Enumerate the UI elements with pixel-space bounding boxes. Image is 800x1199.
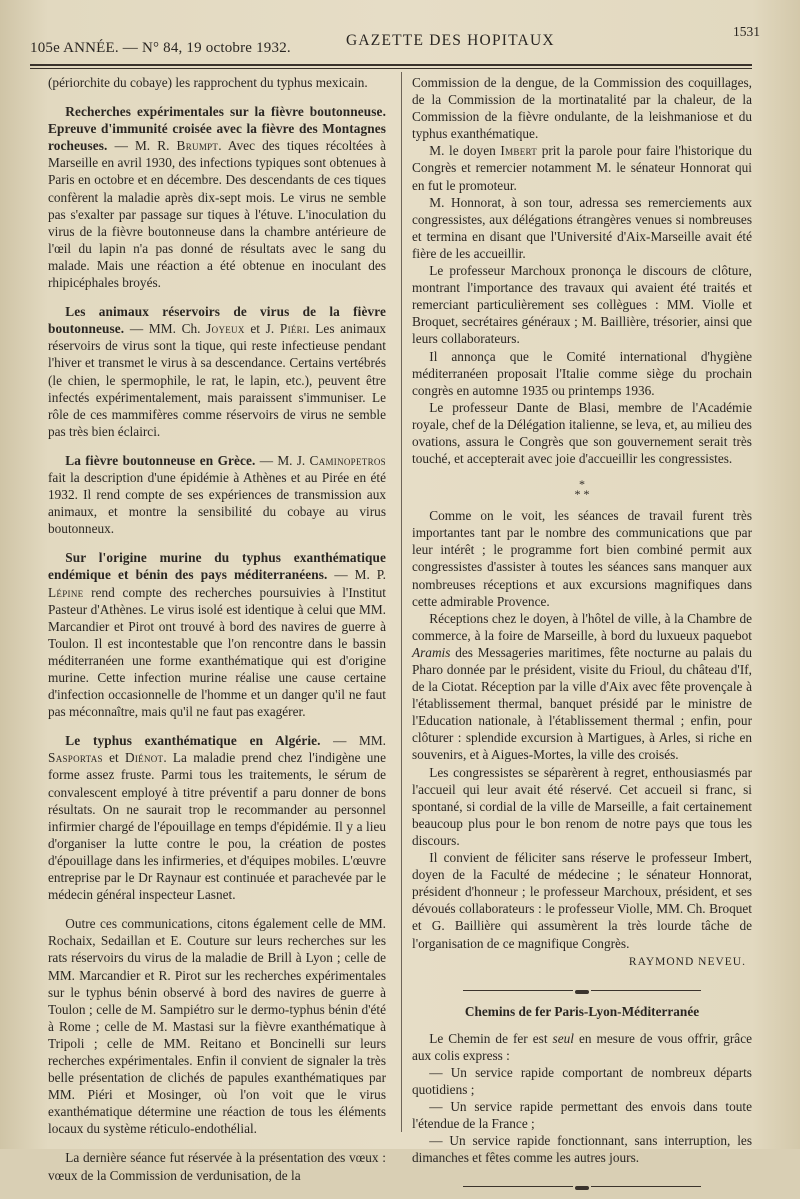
left-column bbox=[48, 74, 386, 1184]
author-signature: RAYMOND NEVEU. bbox=[628, 955, 746, 968]
section-heading: Le typhus exanthématique en Algérie. bbox=[65, 733, 321, 749]
section-heading: La fièvre boutonneuse en Grèce. bbox=[65, 452, 256, 468]
journal-title: GAZETTE DES HOPITAUX bbox=[346, 32, 555, 49]
paragraph: La dernière séance fut réservée à la présentation des vœux : vœux de la Commission de verdunisation, de la bbox=[48, 1150, 386, 1183]
author-name: Caminopetros bbox=[309, 452, 386, 468]
column-divider bbox=[401, 72, 402, 1132]
author-name: Brumpt bbox=[176, 138, 219, 154]
person-name: Imbert bbox=[500, 143, 538, 159]
ornament-divider bbox=[412, 981, 752, 989]
paragraph: Il convient de féliciter sans réserve le professeur Imbert, doyen de la Faculté de médecine ; le sénateur Honnorat, président d'honneur ; le professeur Marchoux, président, et ses dévoués collaborateurs : le professeur Violle, MM. Ch. Broquet et G. Baillière qui assumèrent la très lourde tâche de l'organisation de ce magnifique Congrès. bbox=[412, 850, 752, 951]
page-number: 1531 bbox=[733, 24, 760, 39]
section-caminopetros: La fièvre boutonneuse en Grèce. — M. J. Caminopetros fait la description d'une épidémie à Athènes et au Pirée en été 1932. Il rend compte de ses expériences de transmission aux animaux, et montre la sensibilité du cobaye au virus boutonneux. bbox=[48, 452, 386, 537]
section-lepine: Sur l'origine murine du typhus exanthématique endémique et bénin des pays méditerranéens. — M. P. Lépine rend compte des recherches poursuivies à l'Institut Pasteur d'Athènes. Le virus isolé est identique à celui que MM. Marcandier et Pirot ont trouvé à bord des navires de guerre à Toulon. Il est incontestable que l'on rencontre dans le bassin méditerranéen une forme exanthématique qui est d'origine murine. Cette infection murine réalise une cause certaine d'infection occasionnelle de l'homme et un danger qu'il ne faut pas méconnaître, mais qu'il ne faut pas exagérer. bbox=[48, 550, 386, 720]
paragraph: M. Honnorat, à son tour, adressa ses remerciements aux congressistes, aux délégations étrangères venues si nombreuses et termina en disant que l'Université d'Aix-Marseille avait été fière de les accueillir. bbox=[412, 194, 752, 261]
page-header bbox=[30, 22, 760, 62]
section-separator: * * * bbox=[574, 477, 590, 502]
header-rule-thin bbox=[30, 68, 752, 69]
right-column bbox=[412, 74, 752, 1199]
paragraph: Les congressistes se séparèrent à regret, enthousiasmés par l'accueil qui leur avait été réservé. Cet accueil si franc, si spontané, si cordial de la ville de Marseille, a fait certainement beaucoup plus pour le bon renom de notre pays que tous les discours. bbox=[412, 764, 752, 848]
author-name: Piéri bbox=[279, 321, 307, 337]
author-name: Joyeux bbox=[206, 321, 245, 337]
author-name: Lépine bbox=[48, 584, 84, 600]
list-item: — Un service rapide comportant de nombreux départs quotidiens ; bbox=[412, 1064, 752, 1098]
section-brumpt: Recherches expérimentales sur la fièvre boutonneuse. Epreuve d'immunité croisée avec la fièvre des Montagnes rocheuses. — M. R. Brumpt. Avec des tiques récoltées à Marseille en avril 1930, des infections typiques sont obtenues à Paris en octobre et en décembre. Des descendants de ces tiques confèrent la maladie après dix-sept mois. Le virus ne semble pas s'exalter par passage sur tiques à l'étuve. L'inoculation du virus de la fièvre boutonneuse dans la chambre antérieure de l'œil du lapin n'a pas donné de résultats avec le sang du malade. Mais une réaction a été obtenue en inoculant des rhipicéphales broyés. bbox=[48, 104, 387, 291]
author-name: Sasportas bbox=[48, 750, 103, 766]
author-name: Diénot bbox=[124, 750, 164, 766]
paragraph: M. le doyen Imbert prit la parole pour faire l'historique du Congrès et remercier notamment M. le sénateur Honnorat qui en fut le promoteur. bbox=[412, 143, 752, 193]
issue-line: 105e ANNÉE. — N° 84, 19 octobre 1932. bbox=[30, 40, 291, 56]
section-heading: Recherches expérimentales sur la fièvre boutonneuse. Epreuve d'immunité croisée avec la fièvre des Montagnes rocheuses. bbox=[48, 104, 386, 154]
paragraph: Comme on le voit, les séances de travail furent très importantes tant par le nombre des communications que par leur intérêt ; le programme fort bien combiné permit aux congressistes d'assister à toutes les séances sans manquer aux nombreuses réceptions et aux excursions magnifiques dans cette admirable Provence. bbox=[412, 508, 752, 609]
paragraph: (périorchite du cobaye) les rapprochent du typhus mexicain. bbox=[48, 75, 368, 90]
advert-title: Chemins de fer Paris-Lyon-Méditerranée bbox=[464, 1003, 700, 1019]
header-rule bbox=[30, 64, 752, 66]
ornament-divider bbox=[412, 1177, 752, 1185]
paragraph: Le Chemin de fer est seul en mesure de vous offrir, grâce aux colis express : bbox=[412, 1030, 752, 1063]
paragraph: Il annonça que le Comité international d'hygiène méditerranéen proposait l'Italie comme siège du prochain congrès en automne 1935 ou printemps 1936. bbox=[412, 348, 752, 398]
section-heading: Les animaux réservoirs de virus de la fièvre boutonneuse. bbox=[48, 304, 386, 337]
paragraph: Le professeur Marchoux prononça le discours de clôture, montrant l'importance des travaux qui avaient été traités et remerciant particulièrement ses collègues : MM. Violle et Broquet, secrétaires généraux ; M. Baillière, trésorier, ainsi que leurs collaborateurs. bbox=[412, 263, 752, 347]
paragraph: Outre ces communications, citons également celle de MM. Rochaix, Sedaillan et E. Couture sur leurs recherches sur les rats réservoirs du virus de la maladie de Brill à Lyon ; celle de MM. Marcandier et R. Pirot sur les recherches expérimentales sur le typhus bénin observé à bord des navires de guerre à Toulon ; celle de M. Sampiétro sur le dermo-typhus bénin d'été à Rome ; celle de M. Mastasi sur la fièvre exanthématique à Tripoli ; celle de MM. Reitano et Boncinelli sur leurs recherches expérimentales. Enfin il convient de signaler la très belle présentation de clichés de papules exanthématiques par MM. Piéri et Mosinger, où l'on voit que le virus exanthématique détermine une réaction de tous les éléments locaux du système réticulo-endothélial. bbox=[48, 916, 386, 1137]
paragraph: Le professeur Dante de Blasi, membre de l'Académie royale, chef de la Délégation italienne, se leva, et, au milieu des ovations, assura le Congrès que son gouvernement serait très touché, et accepterait avec joie d'accueillir les congressistes. bbox=[412, 399, 752, 467]
ship-name: Aramis bbox=[412, 644, 451, 660]
paragraph: Commission de la dengue, de la Commission des coquillages, de la Commission de la mortinatalité par la chaleur, de la Commission de la fièvre ondulante, de la leishmaniose et du typhus exanthématique. bbox=[412, 75, 752, 142]
list-item: — Un service rapide fonctionnant, sans interruption, les dimanches et fêtes comme les autres jours. bbox=[412, 1133, 752, 1166]
section-heading: Sur l'origine murine du typhus exanthématique endémique et bénin des pays méditerranéens. bbox=[48, 550, 386, 583]
list-item: — Un service rapide permettant des envois dans toute l'étendue de la France ; bbox=[412, 1099, 752, 1132]
paragraph: Réceptions chez le doyen, à l'hôtel de ville, à la Chambre de commerce, à la foire de Marseille, à bord du luxueux paquebot Aramis des Messageries maritimes, fête nocturne au palais du Pharo donnée par le président, visite du Frioul, du château d'If, de la Ciotat. Réception par la ville d'Aix avec fête provençale à l'établissement thermal, banquet présidé par le ministre de l'Education nationale, à l'établissement thermal ; enfin, pour clôturer : splendide excursion à Martigues, à Arles, si riche en souvenirs, et à Aigues-Mortes, la ville des croisés. bbox=[412, 610, 752, 763]
section-joyeux-pieri: Les animaux réservoirs de virus de la fièvre boutonneuse. — MM. Ch. Joyeux et J. Piéri. Les animaux réservoirs de virus sont la tique, qui reste infectieuse pendant l'hiver et transmet le virus à sa descendance. Certains vertébrés (le chien, le spermophile, le rat, le lapin, etc.), peuvent être infectés expérimentalement, mais paraissent s'immuniser. Le rôle de ces mammifères comme réservoirs de virus ne semble pas très bien éclairci. bbox=[48, 304, 386, 439]
section-sasportas-dienot: Le typhus exanthématique en Algérie. — MM. Sasportas et Diénot. La maladie prend chez l'indigène une forme assez fruste. Parmi tous les traitements, le sérum de convalescent employé à titre préventif a paru donner de bons résultats. On ne saurait trop le recommander au personnel infirmier chargé de l'épouillage en temps d'épidémie. Il y a lieu d'organiser la lutte contre le pou, la création de postes d'épouillage dans les infirmeries, et d'équipes mobiles. L'œuvre entreprise par le Dr Raynaur est continuée et parachevée par le médecin général inspecteur Lasnet. bbox=[48, 733, 386, 903]
